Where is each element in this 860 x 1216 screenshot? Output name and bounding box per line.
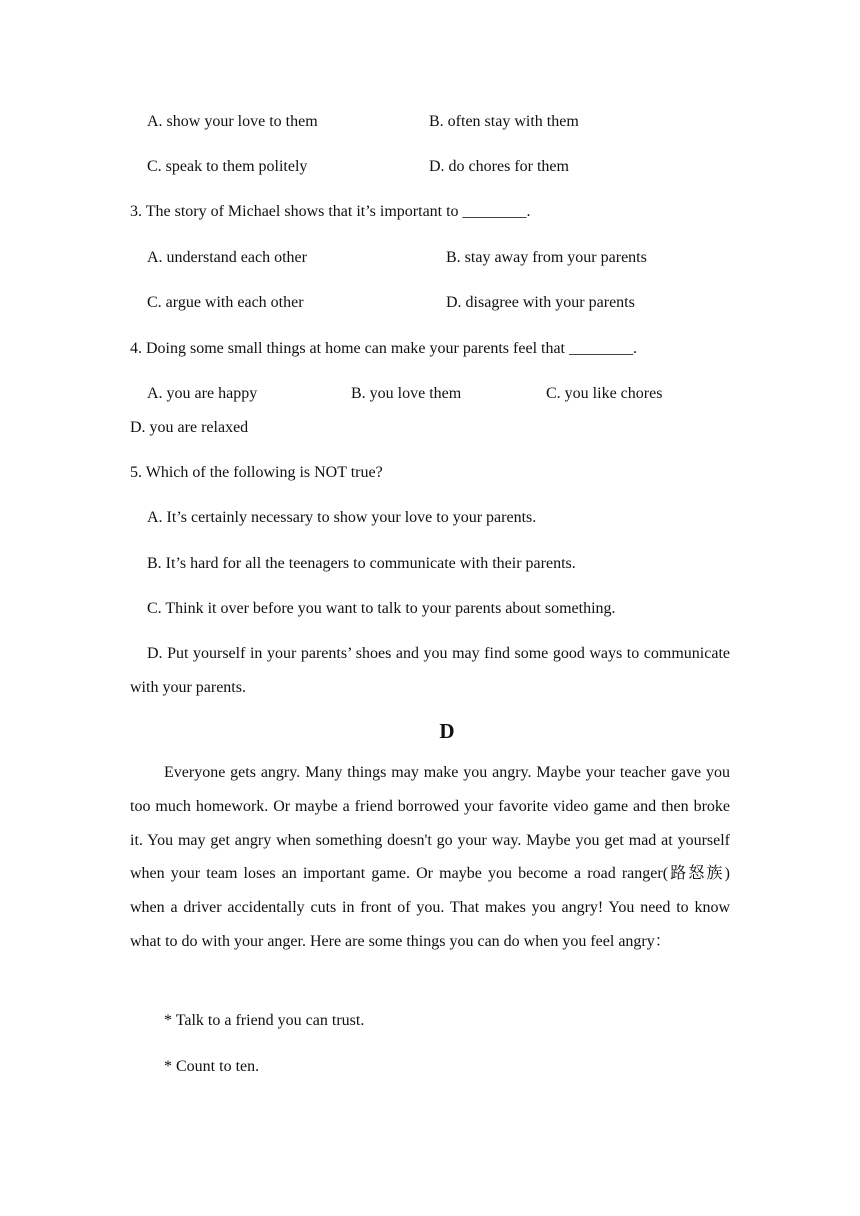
q3-option-c: C. argue with each other — [147, 294, 304, 311]
q3-option-a: A. understand each other — [147, 249, 307, 266]
q4-option-d: D. you are relaxed — [130, 419, 249, 436]
q4-stem: 4. Doing some small things at home can make your parents feel that ________. — [130, 340, 637, 357]
q4-option-b: B. you love them — [351, 385, 462, 402]
q2-option-a: A. show your love to them — [147, 113, 318, 130]
q5-option-b: B. It’s hard for all the teenagers to communicate with their parents. — [147, 555, 576, 572]
q4-option-a: A. you are happy — [147, 385, 258, 402]
q2-option-b: B. often stay with them — [429, 113, 579, 130]
tip-item-1: * Talk to a friend you can trust. — [164, 1012, 365, 1029]
q4-option-c: C. you like chores — [546, 385, 663, 402]
q2-option-c: C. speak to them politely — [147, 158, 308, 175]
q5-option-c: C. Think it over before you want to talk to your parents about something. — [147, 600, 616, 617]
q5-option-a: A. It’s certainly necessary to show your love to your parents. — [147, 509, 537, 526]
q3-option-b: B. stay away from your parents — [446, 249, 647, 266]
q5-option-d: D. Put yourself in your parents’ shoes and you may find some good ways to communicate with your parents. — [130, 645, 730, 696]
q3-stem: 3. The story of Michael shows that it’s important to ________. — [130, 203, 531, 220]
q5-stem: 5. Which of the following is NOT true? — [130, 464, 383, 481]
tip-item-2: * Count to ten. — [164, 1058, 260, 1075]
section-heading: D — [439, 719, 455, 743]
q3-option-d: D. disagree with your parents — [446, 294, 635, 311]
q2-option-d: D. do chores for them — [429, 158, 569, 175]
passage-paragraph: Everyone gets angry. Many things may make you angry. Maybe your teacher gave you too much homework. Or maybe a friend borrowed your favorite video game and then broke it. You may get angry when something doesn't go your way. Maybe you get mad at yourself when your team loses an important game. Or maybe you become a road ranger(路怒族) when a driver accidentally cuts in front of you. That makes you angry! You need to know what to do with your anger. Here are some things you can do when you feel angry： — [130, 764, 730, 950]
